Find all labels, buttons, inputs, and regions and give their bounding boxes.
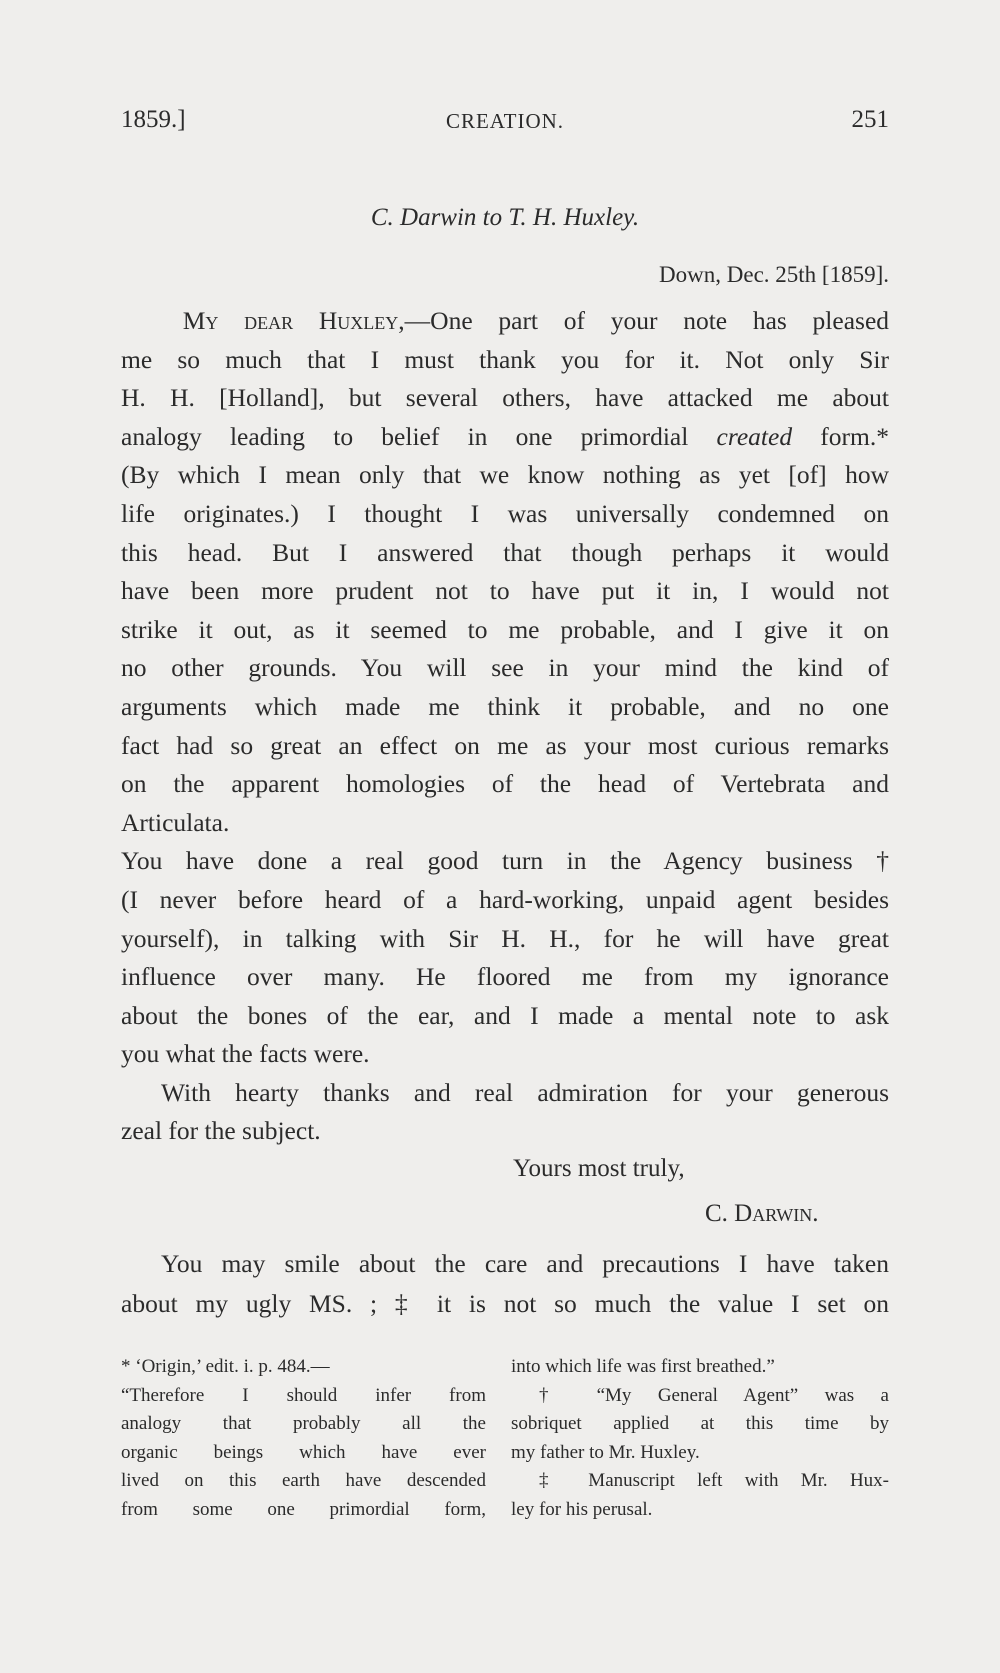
body-line: With hearty thanks and real admiration for your generous [161,1077,889,1107]
body-line: on the apparent homologies of the head of Vertebrata and [121,769,889,799]
body-line: this head. But I answered that though perhaps it would [121,537,889,567]
header-year: 1859.] [121,106,186,133]
body-line: (By which I mean only that we know nothing as yet [of] how [121,460,889,490]
paragraph-1 [121,302,889,842]
running-header [121,106,889,142]
paragraph-3 [121,1074,889,1151]
body-line: Articulata. [121,807,230,837]
footnote-line: ‡ Manuscript left with Mr. Hux- [539,1470,889,1492]
body-line: You may smile about the care and precautions I have taken [161,1249,889,1278]
footnote-line: my father to Mr. Huxley. [511,1441,700,1463]
body-line: fact had so great an effect on me as your most curious remarks [121,730,889,760]
footnote-line: † “My General Agent” was a [539,1384,889,1406]
body-line: —One part of your note has pleased [404,306,890,335]
footnote-line: “Therefore I should infer from [121,1384,486,1406]
body-line: zeal for the subject. [121,1116,321,1146]
body-line: analogy leading to belief in one primordial [121,421,717,451]
body-line: about the bones of the ear, and I made a mental note to ask [121,1000,889,1030]
body-line: me so much that I must thank you for it. Not only Sir [121,344,889,374]
footnote-line: ley for his perusal. [511,1498,653,1520]
letter-dateline: Down, Dec. 25th [1859]. [659,262,889,287]
salutation: My dear Huxley, [182,306,405,335]
body-line: (I never before heard of a hard-working, unpaid agent besides [121,884,889,914]
footnote-line: sobriquet applied at this time by [511,1413,889,1435]
footnotes-left-column [121,1353,486,1525]
body-line-with-emphasis [121,418,889,457]
footnote-line: organic beings which have ever [121,1441,486,1463]
paragraph-2 [121,842,889,1074]
closing-phrase: Yours most truly, [513,1155,685,1182]
body-line: life originates.) I thought I was universally condemned on [121,498,889,528]
footnote-line: analogy that probably all the [121,1413,486,1435]
body-line: influence over many. He floored me from my ignorance [121,962,889,992]
body-line: strike it out, as it seemed to me probable, and I give it on [121,614,889,644]
signature: C. Darwin. [705,1200,819,1227]
emphasis-created: created [716,421,793,451]
body-line: have been more prudent not to have put it in, I would not [121,576,889,606]
letter-title: C. Darwin to T. H. Huxley. [370,204,640,231]
page-number: 251 [851,106,889,133]
body-line-tail: form.* [792,421,889,451]
footnotes-right-column [511,1353,889,1525]
body-line: about my ugly MS. ; ‡ it is not so much the value I set on [121,1289,889,1318]
footnote-line: from some one primordial form, [121,1498,486,1520]
header-running-title: CREATION. [445,109,565,133]
footnote-line: lived on this earth have descended [121,1470,486,1492]
body-line: arguments which made me think it probable, and no one [121,691,889,721]
footnote-line: * ‘Origin,’ edit. i. p. 484.— [121,1356,330,1377]
paragraph-1-line-1 [121,302,889,341]
footnote-line: into which life was first breathed.” [511,1356,775,1377]
postscript [121,1244,889,1324]
body-line: You have done a real good turn in the Agency business † [121,846,889,876]
body-line: no other grounds. You will see in your mind the kind of [121,653,889,683]
body-line: yourself), in talking with Sir H. H., for he will have great [121,923,889,953]
body-line: you what the facts were. [121,1039,370,1069]
body-line: H. H. [Holland], but several others, have attacked me about [121,383,889,413]
letter-body [121,302,889,1151]
